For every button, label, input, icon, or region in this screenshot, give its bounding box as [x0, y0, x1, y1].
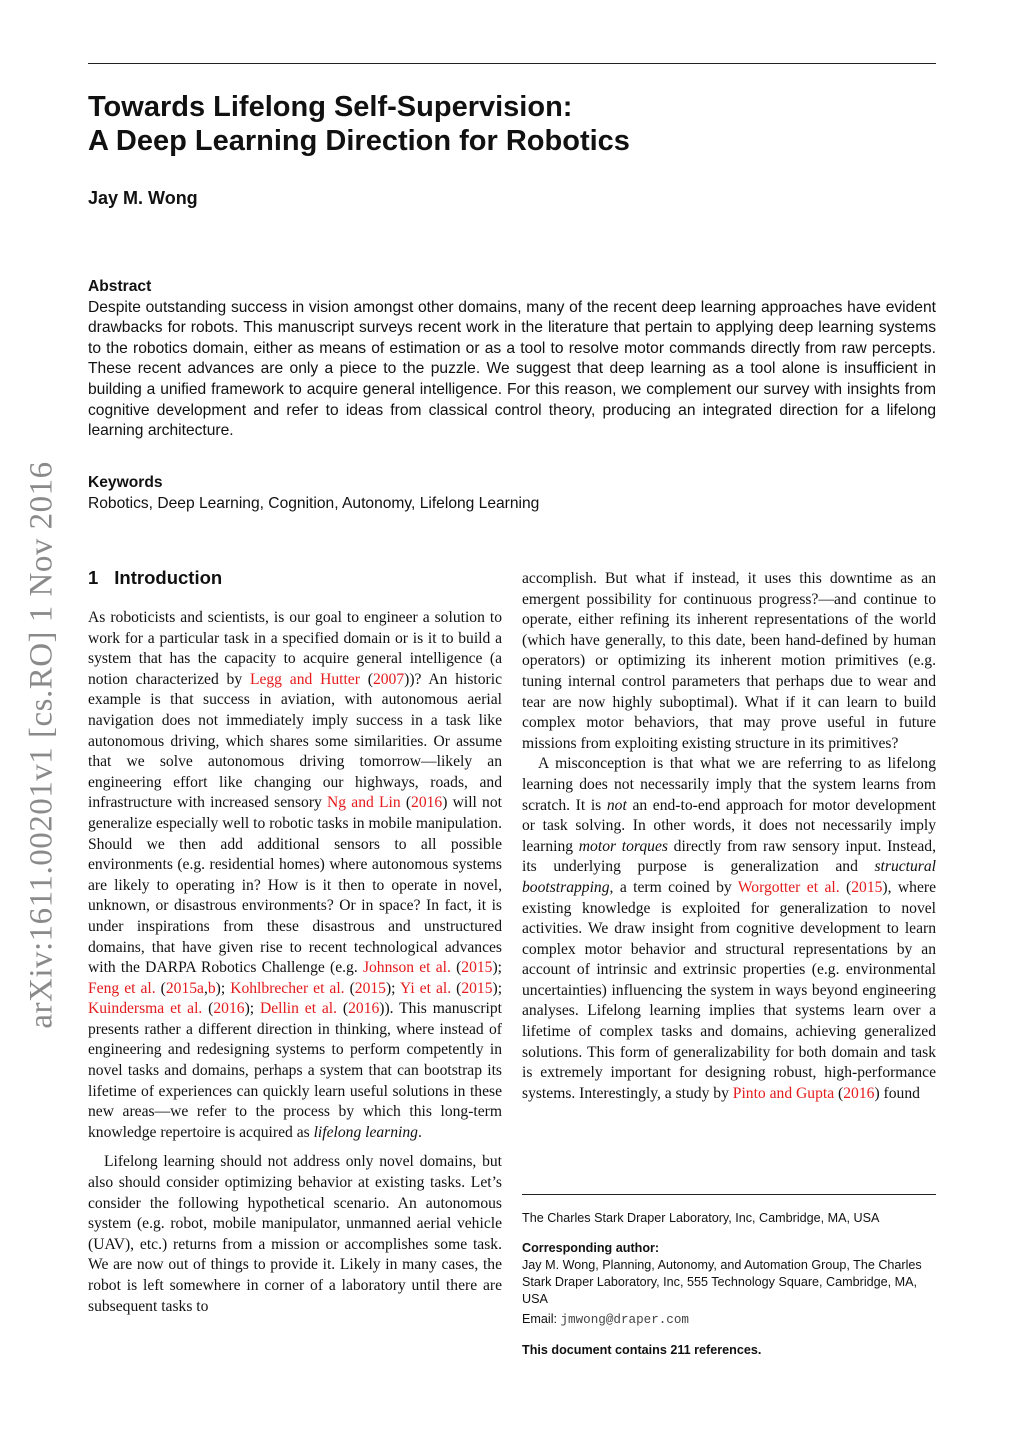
citation-link[interactable]: Johnson et al. [362, 959, 451, 977]
citation-link[interactable]: 2015a [165, 979, 204, 997]
citation-link[interactable]: 2016 [213, 1000, 245, 1018]
body-text: ( [359, 670, 373, 688]
body-paragraph [522, 569, 936, 754]
corresponding-author-heading: Corresponding author: [522, 1241, 660, 1255]
body-text: ( [155, 979, 166, 997]
affiliation: The Charles Stark Draper Laboratory, Inc, Cambridge, MA, USA [522, 1211, 880, 1225]
citation-link[interactable]: Pinto and Gupta [732, 1084, 835, 1102]
body-paragraph [88, 1152, 502, 1317]
email-address[interactable]: jmwong@draper.com [560, 1313, 689, 1327]
body-text: ( [202, 1000, 214, 1018]
body-text: an end-to-end approach for motor development or task solving. In other words, it does not necessarily imply learning [522, 796, 936, 855]
title-line-2: A Deep Learning Direction for Robotics [88, 125, 630, 157]
body-text: directly from raw sensory input. Instead, its underlying purpose is generalization and [522, 837, 937, 876]
citation-link[interactable]: Worgotter et al. [737, 878, 840, 896]
section-heading [88, 567, 222, 589]
body-text: ( [344, 979, 355, 997]
citation-link[interactable]: Feng et al. [88, 979, 156, 997]
body-text: ); [385, 979, 400, 997]
citation-link[interactable]: 2015 [461, 979, 493, 997]
body-text: ( [839, 878, 852, 896]
body-text: ( [337, 1000, 349, 1018]
body-text: As roboticists and scientists, is our goal to engineer a solution to work for a particular task in a specified domain or is it to build a system that has the capacity to acquire general intelligence (a notion characterized by [88, 609, 502, 688]
body-text: , a term coined by [609, 878, 738, 896]
title-line-1: Towards Lifelong Self-Supervision: [88, 91, 573, 123]
body-text: ); [492, 979, 503, 997]
body-text: accomplish. But what if instead, it uses this downtime as an emergent possibility for continuous progress?—and continue to operate, either refining its inherent representations of the world (which have generally, to this date, been hand-defined by human operators) or optimizing its inherent motion primitives (e.g. tuning internal control parameters that perhaps due to wear and tear are now highly suboptimal). What if it can learn to build complex motor behaviors, that may prove useful in future missions from exploiting existing structure in its primitives? [522, 570, 936, 752]
emphasized-text: motor torques [578, 837, 668, 855]
abstract-section [88, 277, 936, 442]
section-number: 1 [88, 567, 99, 588]
body-text: , [203, 979, 208, 997]
citation-link[interactable]: 2015 [851, 878, 883, 896]
corresponding-author-text: Jay M. Wong, Planning, Autonomy, and Automation Group, The Charles Stark Draper Laboratory, Inc, 555 Technology Square, Cambridge, MA, USA [522, 1258, 922, 1306]
body-text: ( [450, 959, 462, 977]
author-name: Jay M. Wong [88, 188, 198, 208]
footnotes [522, 1210, 936, 1359]
citation-link[interactable]: 2015 [461, 959, 493, 977]
body-paragraph [88, 608, 502, 1143]
emphasized-text: not [606, 796, 627, 814]
footnote-rule [522, 1194, 936, 1195]
citation-link[interactable]: Dellin et al. [259, 1000, 338, 1018]
body-text: A misconception is that what we are referring to as lifelong learning does not necessarily imply that the system learns from scratch. It is [522, 755, 936, 814]
citation-link[interactable]: 2016 [411, 794, 443, 812]
body-text: ) found [874, 1084, 920, 1102]
body-text: ); [492, 959, 502, 977]
citation-link[interactable]: Legg and Hutter [249, 670, 360, 688]
body-text: Lifelong learning should not address only novel domains, but also should consider optimizing behavior at existing tasks. Let’s consider the following hypothetical scenario. An autonomous system (e.g. robot, mobile manipulator, unmanned aerial vehicle (UAV), etc.) returns from a mission or accomplishes some task. We are now out of things to provide it. Likely in many cases, the robot is left somewhere in corner of a laboratory until there are subsequent tasks to [88, 1153, 502, 1315]
body-text: ) will not generalize especially well to robotic tasks in mobile manipulation. Should we then add additional sensors to all possible environments (e.g. residential homes) where autonomous systems are likely to operating in? How is it then to operate in novel, unknown, or disastrous environments? Or in space? In fact, it is under inspirations from these disastrous and unstructured domains, that have given rise to recent technological advances with the DARPA Robotics Challenge (e.g. [88, 794, 502, 977]
email-label: Email: [522, 1312, 561, 1326]
body-text: ( [834, 1084, 844, 1102]
citation-link[interactable]: b [207, 979, 216, 997]
body-text: ); [215, 979, 231, 997]
keywords-text: Robotics, Deep Learning, Cognition, Autonomy, Lifelong Learning [88, 494, 540, 512]
body-text: ( [400, 794, 412, 812]
citation-link[interactable]: 2016 [348, 1000, 380, 1018]
emphasized-text: structural bootstrapping [522, 858, 936, 896]
keywords-section [88, 473, 936, 514]
section-title: Introduction [114, 567, 223, 588]
citation-link[interactable]: 2015 [354, 979, 386, 997]
keywords-heading: Keywords [88, 474, 163, 491]
right-column [522, 569, 936, 1104]
body-text: ( [451, 979, 462, 997]
references-note: This document contains 211 references. [522, 1343, 762, 1357]
citation-link[interactable]: Kohlbrecher et al. [230, 979, 345, 997]
paper-title [88, 90, 630, 158]
body-text: ))? An historic example is that success in aviation, with autonomous aerial navigation does not immediately imply success in a task like autonomous driving, which shares some similarities. Or assume that we solve autonomous driving tomorrow—likely an engineering effort like changing our highways, roads, and infrastructure with increased sensory [88, 670, 502, 812]
citation-link[interactable]: Yi et al. [399, 979, 452, 997]
abstract-heading: Abstract [88, 278, 152, 295]
body-text: ), where existing knowledge is exploited for generalization to novel activities. We draw insight from cognitive development to learn complex motor behavior and structural representations by an account of intrinsic and extrinsic properties (e.g. environmental uncertainties) influencing the system in ways beyond engineering analyses. Lifelong learning implies that systems learn over a lifetime of complex tasks and domains, achieving generalized solutions. This form of generalizability for both domain and task is extremely important for designing robust, high-performance systems. Interestingly, a study by [522, 878, 936, 1102]
body-text: )). This manuscript presents rather a different direction in thinking, where instead of engineering and redesigning systems to perform competently in novel tasks and domains, perhaps a system that can bootstrap its lifetime of experiences can quickly learn useful solutions in these new areas—we refer to the process by which this long-term knowledge repertoire is acquired as [88, 1000, 502, 1141]
arxiv-identifier-stamp: arXiv:1611.00201v1 [cs.RO] 1 Nov 2016 [23, 461, 60, 1029]
citation-link[interactable]: Kuindersma et al. [88, 1000, 203, 1018]
email-line [522, 1311, 936, 1329]
citation-link[interactable]: 2007 [372, 670, 405, 688]
left-column [88, 608, 502, 1317]
abstract-text: Despite outstanding success in vision amongst other domains, many of the recent deep learning approaches have evident drawbacks for robots. This manuscript surveys recent work in the literature that pertain to applying deep learning systems to the robotics domain, either as means of estimation or as a tool to resolve motor commands directly from raw percepts. These recent advances are only a piece to the puzzle. We suggest that deep learning as a tool alone is insufficient in building a unified framework to acquire general intelligence. For this reason, we complement our survey with insights from cognitive development and refer to ideas from classical control theory, producing an integrated direction for a lifelong learning architecture. [88, 298, 936, 440]
body-text: . [417, 1123, 422, 1141]
citation-link[interactable]: Ng and Lin [327, 794, 401, 812]
body-text: ); [244, 1000, 260, 1018]
emphasized-text: lifelong learning [313, 1123, 418, 1141]
body-paragraph [522, 754, 936, 1104]
header-rule [88, 63, 936, 64]
citation-link[interactable]: 2016 [843, 1084, 875, 1102]
